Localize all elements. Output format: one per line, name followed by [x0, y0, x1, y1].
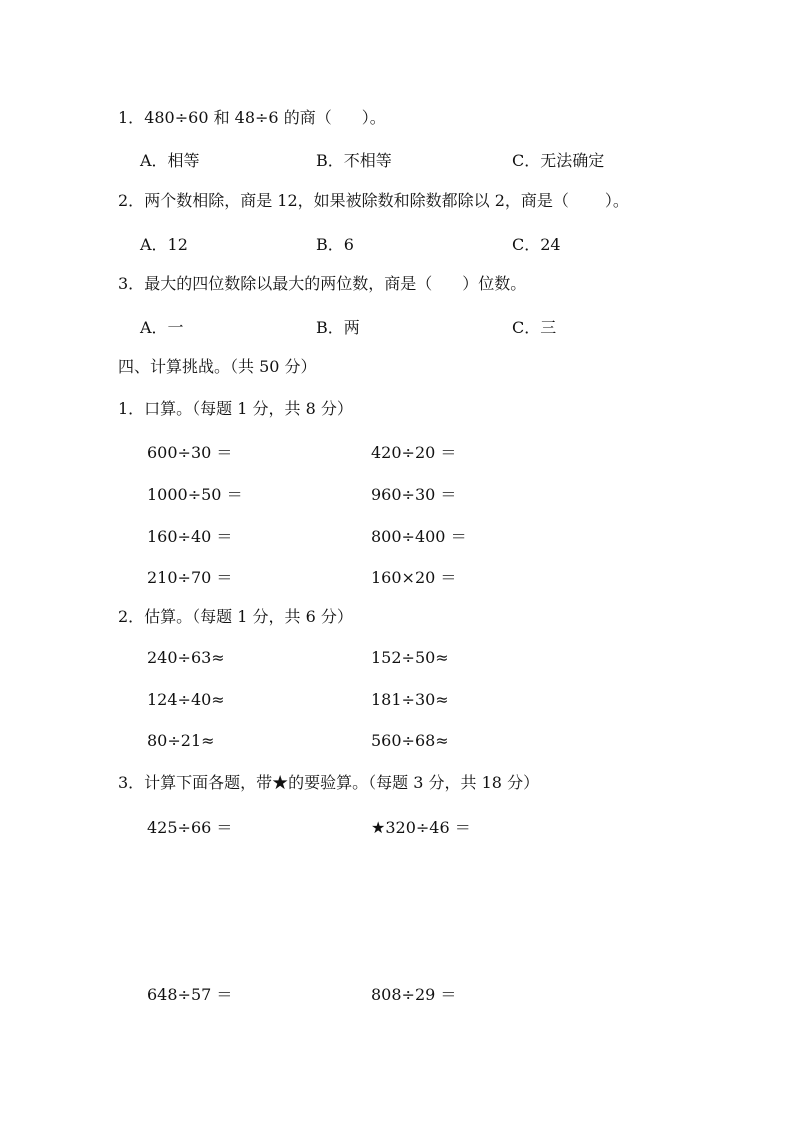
option-a[interactable]: A．一 [140, 318, 184, 337]
expression: 210÷70 ＝ [147, 568, 233, 587]
question-1-text-end: ）。 [361, 108, 386, 127]
question-3-options [0, 315, 794, 335]
question-3-text: 最大的四位数除以最大的两位数，商是（ [144, 274, 433, 293]
oral-row [0, 524, 794, 544]
estimate-row [0, 648, 794, 668]
expression: 800÷400 ＝ [371, 527, 467, 546]
expression: 160÷40 ＝ [147, 527, 233, 546]
expression: 808÷29 ＝ [371, 985, 457, 1004]
expression: 160×20 ＝ [371, 568, 457, 587]
oral-row [0, 482, 794, 502]
compute-row [0, 982, 794, 1002]
expression: 1000÷50 ＝ [147, 485, 243, 504]
estimate-heading: 2．估算。（每题 1 分，共 6 分） [118, 607, 353, 626]
expression: 648÷57 ＝ [147, 985, 233, 1004]
oral-row [0, 440, 794, 460]
expression: 420÷20 ＝ [371, 443, 457, 462]
expression: 181÷30≈ [371, 690, 449, 709]
question-3-number: 3． [118, 274, 145, 293]
compute-heading: 3．计算下面各题，带★的要验算。（每题 3 分，共 18 分） [118, 773, 540, 792]
expression: 124÷40≈ [147, 690, 225, 709]
expression: 560÷68≈ [371, 731, 449, 750]
expression: ★320÷46 ＝ [371, 818, 471, 837]
option-a[interactable]: A．12 [140, 235, 188, 254]
question-1 [118, 108, 386, 128]
option-a[interactable]: A．相等 [140, 151, 200, 170]
expression: 80÷21≈ [147, 731, 215, 750]
question-1-number: 1． [118, 108, 145, 127]
section-title: 四、计算挑战。（共 50 分） [118, 357, 317, 376]
option-c[interactable]: C．无法确定 [512, 151, 605, 170]
option-b[interactable]: B．不相等 [316, 151, 392, 170]
option-b[interactable]: B．6 [316, 235, 354, 254]
option-c[interactable]: C．24 [512, 235, 561, 254]
question-2-text: 两个数相除，商是 12，如果被除数和除数都除以 2，商是（ [144, 191, 569, 210]
question-3-text-end: ）位数。 [462, 274, 527, 293]
oral-row [0, 565, 794, 585]
estimate-row [0, 690, 794, 710]
expression: 600÷30 ＝ [147, 443, 233, 462]
compute-row [0, 815, 794, 835]
estimate-row [0, 731, 794, 751]
expression: 960÷30 ＝ [371, 485, 457, 504]
question-3 [118, 274, 526, 294]
option-c[interactable]: C．三 [512, 318, 557, 337]
question-2-options [0, 232, 794, 252]
expression: 152÷50≈ [371, 648, 449, 667]
oral-heading: 1．口算。（每题 1 分，共 8 分） [118, 399, 353, 418]
question-1-text: 480÷60 和 48÷6 的商（ [144, 108, 332, 127]
question-2-text-end: ）。 [604, 191, 629, 210]
question-2 [118, 191, 629, 211]
expression: 240÷63≈ [147, 648, 225, 667]
question-2-number: 2． [118, 191, 145, 210]
option-b[interactable]: B．两 [316, 318, 360, 337]
expression: 425÷66 ＝ [147, 818, 233, 837]
question-1-options [0, 148, 794, 168]
